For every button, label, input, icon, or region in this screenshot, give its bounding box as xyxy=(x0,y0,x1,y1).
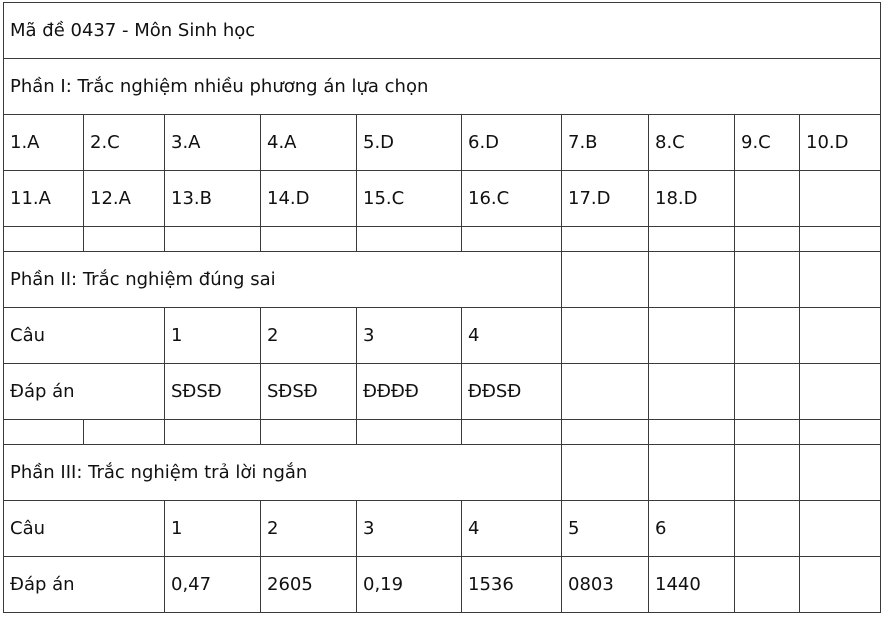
empty-cell xyxy=(357,420,462,445)
part1-heading: Phần I: Trắc nghiệm nhiều phương án lựa chọn xyxy=(4,59,881,115)
part1-answer-cell: 9.C xyxy=(735,115,800,171)
empty-cell xyxy=(800,227,881,252)
part3-answer-cell: 1440 xyxy=(649,557,735,613)
part1-answer-cell: 8.C xyxy=(649,115,735,171)
spacer-row xyxy=(4,227,881,252)
part1-answer-cell: 3.A xyxy=(165,115,261,171)
part2-question-cell: 2 xyxy=(261,308,357,364)
empty-cell xyxy=(462,227,562,252)
part1-answer-cell: 6.D xyxy=(462,115,562,171)
part1-answer-cell: 7.B xyxy=(562,115,649,171)
part1-answer-cell: 17.D xyxy=(562,171,649,227)
spacer-row xyxy=(4,420,881,445)
part3-heading: Phần III: Trắc nghiệm trả lời ngắn xyxy=(4,445,562,501)
empty-cell xyxy=(800,364,881,420)
empty-cell xyxy=(84,227,165,252)
part2-answer-cell: SĐSĐ xyxy=(261,364,357,420)
part3-question-label: Câu xyxy=(4,501,165,557)
part2-answer-cell: SĐSĐ xyxy=(165,364,261,420)
empty-cell xyxy=(800,252,881,308)
empty-cell xyxy=(562,227,649,252)
empty-cell xyxy=(800,557,881,613)
part3-question-cell: 6 xyxy=(649,501,735,557)
empty-cell xyxy=(649,227,735,252)
empty-cell xyxy=(649,364,735,420)
empty-cell xyxy=(735,445,800,501)
part3-answer-row xyxy=(4,557,881,613)
empty-cell xyxy=(562,420,649,445)
part3-question-cell: 2 xyxy=(261,501,357,557)
part2-answer-cell: ĐĐSĐ xyxy=(462,364,562,420)
part2-answer-label: Đáp án xyxy=(4,364,165,420)
document-title: Mã đề 0437 - Môn Sinh học xyxy=(4,3,881,59)
empty-cell xyxy=(261,227,357,252)
part2-question-cell: 4 xyxy=(462,308,562,364)
empty-cell xyxy=(165,227,261,252)
empty-cell xyxy=(357,227,462,252)
empty-cell xyxy=(84,420,165,445)
part3-question-cell: 4 xyxy=(462,501,562,557)
part1-answers-row-2 xyxy=(4,171,881,227)
part1-answer-cell: 15.C xyxy=(357,171,462,227)
part1-answer-cell: 14.D xyxy=(261,171,357,227)
part1-answer-cell: 2.C xyxy=(84,115,165,171)
empty-cell xyxy=(735,557,800,613)
part1-answer-cell: 5.D xyxy=(357,115,462,171)
empty-cell xyxy=(735,364,800,420)
empty-cell xyxy=(562,445,649,501)
part1-answer-cell: 16.C xyxy=(462,171,562,227)
empty-cell xyxy=(165,420,261,445)
empty-cell xyxy=(562,364,649,420)
empty-cell xyxy=(562,308,649,364)
part1-answer-cell: 13.B xyxy=(165,171,261,227)
empty-cell xyxy=(800,308,881,364)
part2-question-cell: 3 xyxy=(357,308,462,364)
part1-answer-cell: 11.A xyxy=(4,171,84,227)
empty-cell xyxy=(261,420,357,445)
part1-answer-cell: 18.D xyxy=(649,171,735,227)
empty-cell xyxy=(800,445,881,501)
part1-answer-cell: 10.D xyxy=(800,115,881,171)
empty-cell xyxy=(649,308,735,364)
part2-question-label: Câu xyxy=(4,308,165,364)
answer-key-table xyxy=(3,2,881,613)
part1-answer-cell: 4.A xyxy=(261,115,357,171)
empty-cell xyxy=(735,227,800,252)
part2-question-row xyxy=(4,308,881,364)
part1-answer-cell: 12.A xyxy=(84,171,165,227)
empty-cell xyxy=(4,420,84,445)
part3-answer-label: Đáp án xyxy=(4,557,165,613)
part3-answer-cell: 0803 xyxy=(562,557,649,613)
empty-cell xyxy=(735,171,800,227)
empty-cell xyxy=(735,420,800,445)
empty-cell xyxy=(800,171,881,227)
empty-cell xyxy=(735,252,800,308)
part1-answer-cell: 1.A xyxy=(4,115,84,171)
part1-answers-row-1 xyxy=(4,115,881,171)
part2-answer-cell: ĐĐĐĐ xyxy=(357,364,462,420)
empty-cell xyxy=(735,308,800,364)
part2-question-cell: 1 xyxy=(165,308,261,364)
empty-cell xyxy=(735,501,800,557)
part2-answer-row xyxy=(4,364,881,420)
part3-answer-cell: 0,19 xyxy=(357,557,462,613)
part2-heading: Phần II: Trắc nghiệm đúng sai xyxy=(4,252,562,308)
empty-cell xyxy=(800,501,881,557)
empty-cell xyxy=(649,420,735,445)
part3-answer-cell: 1536 xyxy=(462,557,562,613)
part3-answer-cell: 0,47 xyxy=(165,557,261,613)
part3-question-cell: 3 xyxy=(357,501,462,557)
empty-cell xyxy=(649,252,735,308)
empty-cell xyxy=(4,227,84,252)
empty-cell xyxy=(800,420,881,445)
empty-cell xyxy=(562,252,649,308)
part3-question-cell: 5 xyxy=(562,501,649,557)
part3-question-cell: 1 xyxy=(165,501,261,557)
empty-cell xyxy=(649,445,735,501)
part3-question-row xyxy=(4,501,881,557)
empty-cell xyxy=(462,420,562,445)
part3-answer-cell: 2605 xyxy=(261,557,357,613)
